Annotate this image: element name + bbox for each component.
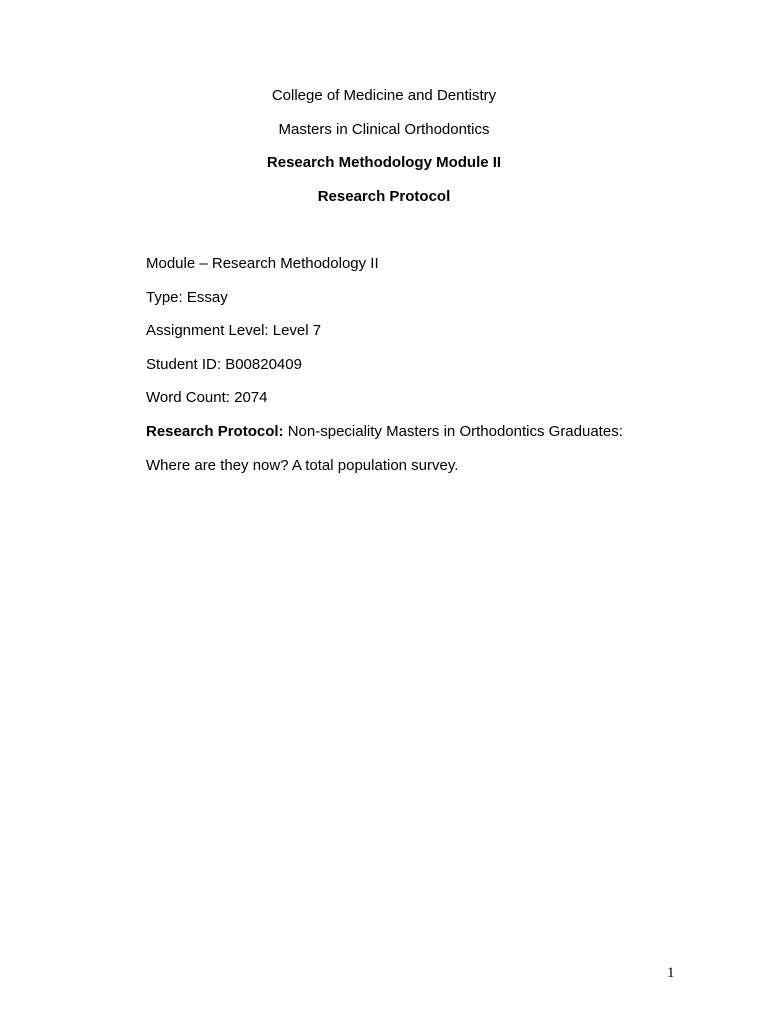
- research-protocol-title-continued: Where are they now? A total population survey.: [146, 457, 459, 474]
- assignment-level-line: Assignment Level: Level 7: [146, 322, 322, 339]
- institution-name: College of Medicine and Dentistry: [271, 87, 497, 104]
- student-id-line: Student ID: B00820409: [146, 356, 302, 373]
- research-protocol-line: [146, 423, 623, 441]
- research-protocol-label: Research Protocol:: [146, 423, 284, 440]
- word-count-line: Word Count: 2074: [146, 389, 268, 406]
- page-number: 1: [667, 965, 675, 981]
- document-title: Research Protocol: [317, 188, 451, 205]
- module-line: Module – Research Methodology II: [146, 255, 379, 272]
- programme-name: Masters in Clinical Orthodontics: [278, 121, 490, 138]
- research-protocol-title: Non-speciality Masters in Orthodontics Graduates:: [283, 423, 623, 440]
- module-title: Research Methodology Module II: [266, 154, 502, 171]
- type-line: Type: Essay: [146, 289, 228, 306]
